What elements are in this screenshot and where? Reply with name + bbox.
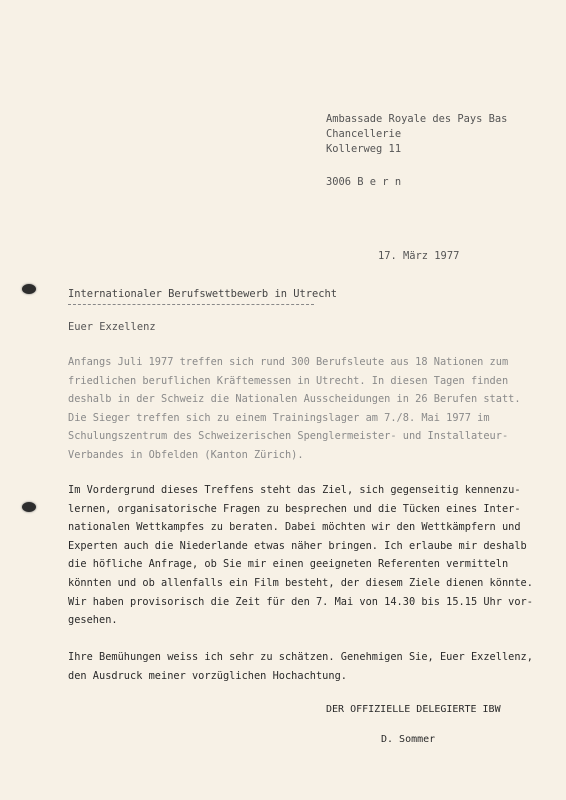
recipient-line-1: Ambassade Royale des Pays Bas xyxy=(326,113,508,125)
punch-hole-icon xyxy=(22,502,36,512)
letter-date: 17. März 1977 xyxy=(378,250,460,262)
signature-name: D. Sommer xyxy=(381,734,436,745)
salutation: Euer Exzellenz xyxy=(68,321,156,333)
signature-organization: DER OFFIZIELLE DELEGIERTE IBW xyxy=(326,704,501,715)
text-line: Schulungszentrum des Schweizerischen Spenglermeister- und Installateur- xyxy=(68,430,509,443)
text-line: lernen, organisatorische Fragen zu besprechen und die Tücken eines Inter- xyxy=(68,502,521,515)
paragraph-1 xyxy=(68,353,521,465)
recipient-line-2: Chancellerie xyxy=(326,128,402,140)
recipient-address xyxy=(326,112,507,190)
text-line: Experten auch die Niederlande etwas näher bringen. Ich erlaube mir deshalb xyxy=(68,539,527,552)
text-line: friedlichen beruflichen Kräftemessen in Utrecht. In diesen Tagen finden xyxy=(68,374,509,387)
text-line: Im Vordergrund dieses Treffens steht das Ziel, sich gegenseitig kennenzu- xyxy=(68,484,521,496)
text-line: Anfangs Juli 1977 treffen sich rund 300 Berufsleute aus 18 Nationen zum xyxy=(68,356,509,368)
text-line: Wir haben provisorisch die Zeit für den 7. Mai von 14.30 bis 15.15 Uhr vor- xyxy=(68,595,533,608)
text-line: den Ausdruck meiner vorzüglichen Hochachtung. xyxy=(68,669,347,682)
paragraph-2 xyxy=(68,481,533,630)
text-line: die höfliche Anfrage, ob Sie mir einen geeigneten Referenten vermitteln xyxy=(68,558,509,571)
text-line: deshalb in der Schweiz die Nationalen Ausscheidungen in 26 Berufen statt. xyxy=(68,393,521,406)
text-line: gesehen. xyxy=(68,614,118,627)
text-line: Verbandes in Obfelden (Kanton Zürich). xyxy=(68,448,304,461)
text-line: nationalen Wettkampfes zu beraten. Dabei möchten wir den Wettkämpfern und xyxy=(68,521,521,534)
text-line: könnten und ob allenfalls ein Film besteht, der diesem Ziele dienen könnte. xyxy=(68,576,533,589)
subject-underline xyxy=(68,304,314,305)
punch-hole-icon xyxy=(22,284,36,294)
text-line: Ihre Bemühungen weiss ich sehr zu schätzen. Genehmigen Sie, Euer Exzellenz, xyxy=(68,651,533,663)
paragraph-3 xyxy=(68,648,533,685)
recipient-line-3: Kollerweg 11 xyxy=(326,143,402,155)
recipient-city: 3006 B e r n xyxy=(326,176,402,188)
letter-subject: Internationaler Berufswettbewerb in Utrecht xyxy=(68,288,337,300)
text-line: Die Sieger treffen sich zu einem Trainingslager am 7./8. Mai 1977 im xyxy=(68,411,490,424)
